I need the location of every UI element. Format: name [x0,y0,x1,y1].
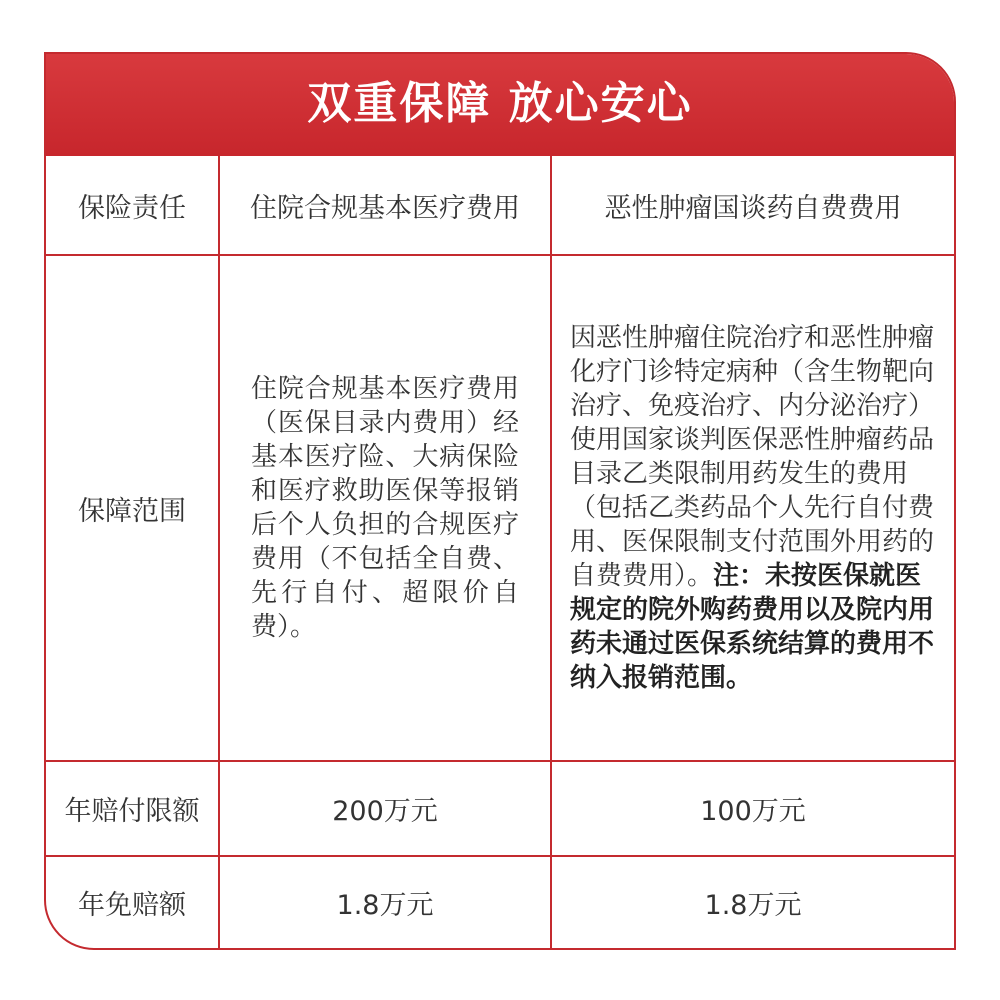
scope-cell-basic-medical [220,256,550,760]
coverage-card [44,52,956,950]
row-label-deductible: 年免赔额 [78,890,186,921]
column-header-cancer-drugs: 恶性肿瘤国谈药自费费用 [604,192,902,224]
deductible-basic-medical: 1.8万元 [336,890,434,921]
row-label-coverage: 保险责任 [78,192,186,224]
row-label-annual-limit: 年赔付限额 [64,796,200,827]
scope-cell-cancer-drugs [552,256,954,760]
annual-limit-basic-medical: 200万元 [332,796,438,827]
banner-title: 双重保障 放心安心 [307,78,693,129]
scope-block-cancer-drugs [570,321,936,695]
scope-text-cancer-drugs: 因恶性肿瘤住院治疗和恶性肿瘤化疗门诊特定病种（含生物靶向治疗、免疫治疗、内分泌治疗）使用国家谈判医保恶性肿瘤药品目录乙类限制用药发生的费用（包括乙类药品个人先行自付费用、医保限制支付范围外用药的自费费用）。 [570,323,935,591]
scope-text-basic-medical: 住院合规基本医疗费用（医保目录内费用）经基本医疗险、大病保险和医疗救助医保等报销后个人负担的合规医疗费用（不包括全自费、先行自付、超限价自费）。 [251,374,519,642]
scope-note: 注：未按医保就医规定的院外购药费用以及院内用药未通过医保系统结算的费用不纳入报销范围。 [570,561,935,693]
annual-limit-cancer-drugs: 100万元 [700,796,806,827]
deductible-cancer-drugs: 1.8万元 [704,890,802,921]
title-banner [46,54,954,156]
column-header-basic-medical: 住院合规基本医疗费用 [250,192,520,224]
row-label-scope: 保障范围 [78,495,186,527]
